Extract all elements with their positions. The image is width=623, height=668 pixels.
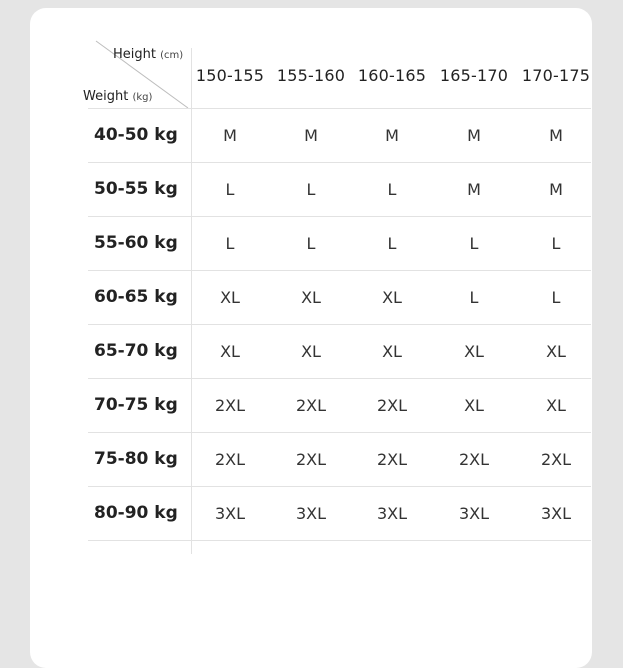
- size-cell: L: [469, 234, 479, 253]
- size-cell: L: [387, 180, 397, 199]
- size-cell: 3XL: [214, 504, 246, 523]
- size-cell: XL: [301, 288, 321, 307]
- height-unit-text: (cm): [160, 50, 184, 61]
- table-row: [88, 487, 591, 541]
- size-cell: 3XL: [458, 504, 490, 523]
- size-cell: XL: [382, 342, 402, 361]
- column-header: 160-165: [357, 66, 427, 85]
- weight-axis-label: [83, 89, 152, 104]
- column-header: 170-175: [521, 66, 591, 85]
- table-row: [88, 109, 591, 163]
- size-cell: 3XL: [376, 504, 408, 523]
- size-cell: L: [551, 234, 561, 253]
- size-cell: 2XL: [214, 450, 246, 469]
- column-header: 155-160: [276, 66, 346, 85]
- size-cell: XL: [464, 342, 484, 361]
- size-chart-table: [83, 38, 591, 541]
- size-chart-card: [30, 8, 592, 668]
- size-cell: L: [387, 234, 397, 253]
- size-cell: 2XL: [295, 450, 327, 469]
- weight-range-label: 55-60 kg: [94, 233, 178, 253]
- size-cell: L: [551, 288, 561, 307]
- table-row: [88, 379, 591, 433]
- weight-range-label: 40-50 kg: [94, 125, 178, 145]
- weight-range-label: 70-75 kg: [94, 395, 178, 415]
- size-cell: 3XL: [295, 504, 327, 523]
- height-label-text: Height: [113, 47, 156, 62]
- column-header: 150-155: [195, 66, 265, 85]
- weight-range-label: 80-90 kg: [94, 503, 178, 523]
- size-cell: XL: [220, 342, 240, 361]
- table-row: [88, 163, 591, 217]
- size-cell: L: [306, 180, 316, 199]
- size-cell: M: [549, 126, 563, 145]
- size-cell: M: [385, 126, 399, 145]
- weight-range-label: 50-55 kg: [94, 179, 178, 199]
- height-axis-label: [113, 47, 183, 62]
- weight-range-label: 65-70 kg: [94, 341, 178, 361]
- table-row: [88, 271, 591, 325]
- table-row: [88, 217, 591, 271]
- size-cell: XL: [546, 396, 566, 415]
- size-cell: M: [223, 126, 237, 145]
- table-row: [88, 433, 591, 487]
- size-cell: 3XL: [540, 504, 572, 523]
- size-cell: XL: [546, 342, 566, 361]
- size-cell: L: [469, 288, 479, 307]
- size-cell: M: [549, 180, 563, 199]
- size-cell: XL: [220, 288, 240, 307]
- size-cell: L: [306, 234, 316, 253]
- header-corner-cell: [83, 38, 191, 108]
- size-cell: 2XL: [295, 396, 327, 415]
- size-cell: 2XL: [458, 450, 490, 469]
- column-header: 165-170: [439, 66, 509, 85]
- size-cell: M: [467, 126, 481, 145]
- size-cell: M: [304, 126, 318, 145]
- size-cell: 2XL: [376, 450, 408, 469]
- weight-range-label: 75-80 kg: [94, 449, 178, 469]
- size-cell: 2XL: [376, 396, 408, 415]
- size-cell: XL: [382, 288, 402, 307]
- size-cell: L: [225, 234, 235, 253]
- size-cell: XL: [301, 342, 321, 361]
- weight-range-label: 60-65 kg: [94, 287, 178, 307]
- column-divider: [191, 48, 192, 554]
- size-cell: L: [225, 180, 235, 199]
- size-cell: 2XL: [540, 450, 572, 469]
- table-header-row: [83, 38, 591, 109]
- weight-unit-text: (kg): [132, 92, 153, 103]
- size-cell: M: [467, 180, 481, 199]
- size-cell: 2XL: [214, 396, 246, 415]
- size-cell: XL: [464, 396, 484, 415]
- table-row: [88, 325, 591, 379]
- weight-label-text: Weight: [83, 89, 129, 104]
